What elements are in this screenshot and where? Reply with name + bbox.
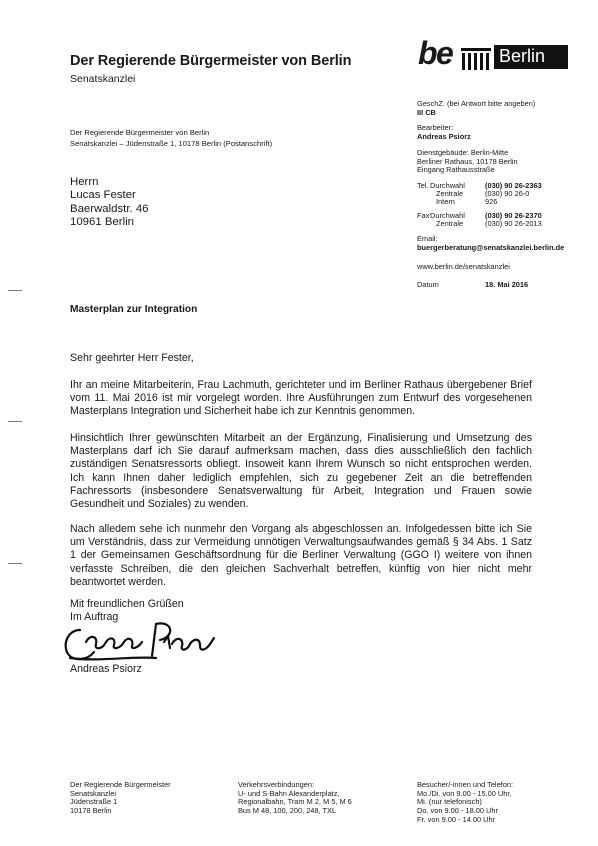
website-link[interactable]: www.berlin.de/senatskanzlei [417,262,510,271]
recipient-address [70,176,149,229]
recipient-name: Lucas Fester [70,189,136,202]
footer-transport: Verkehrsverbindungen: U- und S-Bahn Alexanderplatz, Regionalbahn, Tram M 2, M 5, M 6 Bus M 48, 100, 200, 248, TXL [238,780,352,816]
letterhead-title: Der Regierende Bürgermeister von Berlin [70,53,352,69]
reference-block: GeschZ. (bei Antwort bitte angeben) III CB [417,99,536,117]
body-paragraph-2: Hinsichtlich Ihrer gewünschten Mitarbeit an der Ergänzung, Finalisierung und Umsetzung des Masterplans darf ich Sie darauf aufmerksam machen, dass dies ausschließlich den fachlich zuständigen Senatsressorts obliegt. Insoweit kann Ihrem Wunsch so nicht entsprochen werden. Ich kann Ihnen daher lediglich empfehlen, sich zu gegebener Zeit an die betreffenden Fachressorts (insbesondere Senatsverwaltung für Arbeit, Integration und Frauen sowie Gesundheit und Soziales) zu wenden. [70,432,532,511]
clerk-name: Andreas Psiorz [417,131,471,141]
body-paragraph-3: Nach alledem sehe ich nunmehr den Vorgang als abgeschlossen an. Infolgedessen bitte ich Sie um Verständnis, dass zur Vermeidung unnötigen Verwaltungsaufwandes gemäß § 34 Abs. 1 Satz 1 der Gemeinsamen Geschäftsordnung für die Berliner Verwaltung (GGO I) weitere von ihnen verfasste Schreiben, die den gleichen Sachverhalt betreffen, künftig von hier nicht mehr beantwortet werden. [70,523,532,588]
email-link[interactable]: buergerberatung@senatskanzlei.berlin.de [417,242,565,252]
greeting: Sehr geehrter Herr Fester, [70,352,194,364]
recipient-street: Baerwaldstr. 46 [70,202,149,215]
fold-mark-top [8,290,22,291]
closing-greeting: Mit freundlichen Grüßen [70,598,184,610]
recipient-salutation: Herrn [70,176,99,188]
letter-date: 18. Mai 2016 [485,280,529,289]
berlin-logo [418,35,568,74]
footer-address: Der Regierende Bürgermeister Senatskanzlei Jüdenstraße 1 10178 Berlin [70,780,171,816]
body-paragraph-1: Ihr an meine Mitarbeiterin, Frau Lachmuth, gerichteter und im Berliner Rathaus übergebener Brief vom 11. Mai 2016 ist mir vorgelegt worden. Ihre Ausführungen zum Entwurf des vorgesehenen Masterplans Integration und Sicherheit habe ich zur Kenntnis genommen. [70,379,532,418]
signature-image [60,612,240,668]
recipient-city: 10961 Berlin [70,215,134,228]
brandenburg-gate-icon [461,46,491,70]
clerk-block: Bearbeiter: Andreas Psiorz [417,123,471,141]
sender-address: Der Regierende Bürgermeister von Berlin Senatskanzlei – Jüdenstraße 1, 10178 Berlin (Postanschrift) [70,128,273,148]
fold-mark-bottom [8,563,22,564]
punch-mark [8,421,22,422]
email-block: Email: buergerberatung@senatskanzlei.berlin.de [417,234,565,252]
closing-on-behalf: Im Auftrag [70,610,119,623]
footer-hours: Besucher/-innen und Telefon: Mo./Di. von 9.00 - 15.00 Uhr, Mi. (nur telefonisch) Do. von 9.00 - 18.00 Uhr Fr. von 9.00 - 14.00 Uhr [417,780,514,824]
letter-subject: Masterplan zur Integration [70,304,198,315]
signatory-name: Andreas Psiorz [70,663,142,675]
logo-be: be [418,35,453,71]
letterhead-subtitle: Senatskanzlei [70,73,136,85]
reference-number: III CB [417,107,436,117]
logo-berlin: Berlin [499,46,546,66]
office-block: Dienstgebäude: Berlin-Mitte Berliner Rathaus, 10178 Berlin Eingang Rathausstraße [417,148,518,175]
